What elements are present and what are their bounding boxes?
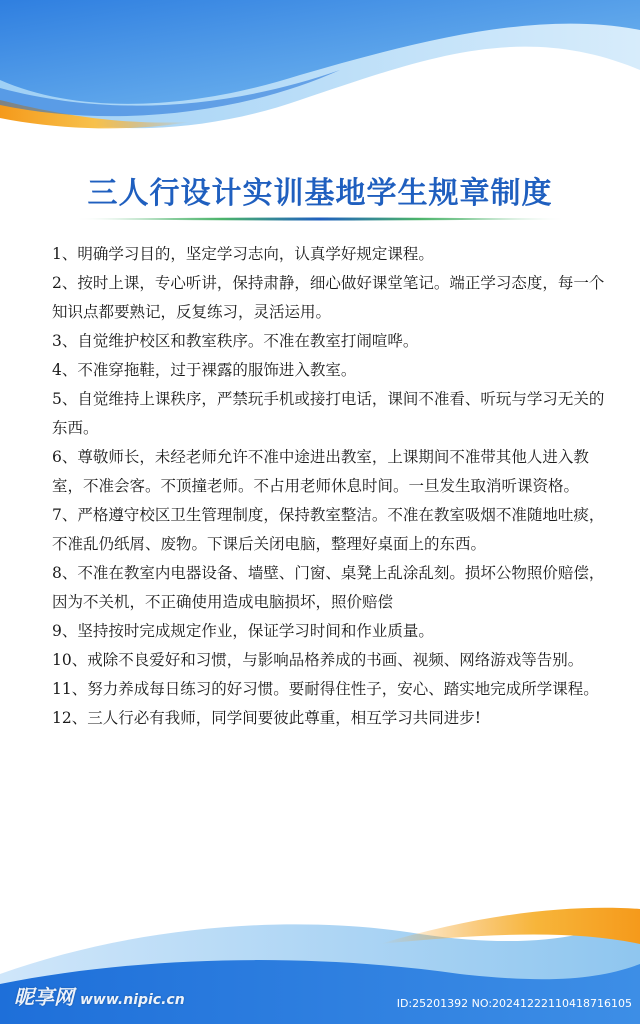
rule-item: 7、严格遵守校区卫生管理制度，保持教室整洁。不准在教室吸烟不准随地吐痰，不准乱仍纸屑、废物。下课后关闭电脑，整理好桌面上的东西。 (52, 506, 605, 553)
rule-item: 10、戒除不良爱好和习惯，与影响品格养成的书画、视频、网络游戏等告别。 (52, 651, 584, 669)
watermark-url: www.nipic.cn (80, 992, 185, 1008)
rule-item: 5、自觉维持上课秩序，严禁玩手机或接打电话，课间不准看、听玩与学习无关的东西。 (52, 390, 605, 437)
rule-item: 6、尊敬师长，未经老师允许不准中途进出教室，上课期间不准带其他人进入教室，不准会客。不顶撞老师。不占用老师休息时间。一旦发生取消听课资格。 (52, 448, 589, 495)
top-wave-decoration (0, 0, 640, 160)
rule-item: 4、不准穿拖鞋，过于裸露的服饰进入教室。 (52, 361, 357, 379)
rule-item: 12、三人行必有我师，同学间要彼此尊重，相互学习共同进步! (52, 709, 481, 727)
watermark-brand (14, 981, 185, 1010)
watermark-id: ID:25201392 NO:20241222110418716105 (396, 997, 632, 1010)
rule-item: 1、明确学习目的，坚定学习志向，认真学好规定课程。 (52, 245, 434, 263)
title-underline (75, 216, 565, 222)
rule-item: 3、自觉维护校区和教室秩序。不准在教室打闹喧哗。 (52, 332, 419, 350)
page-title: 三人行设计实训基地学生规章制度 (87, 176, 553, 211)
rules-list (52, 240, 612, 733)
rule-item: 2、按时上课，专心听讲，保持肃静，细心做好课堂笔记。端正学习态度，每一个知识点都要熟记，反复练习，灵活运用。 (52, 274, 605, 321)
watermark-brand-name: 昵享网 (14, 985, 74, 1009)
rule-item: 9、坚持按时完成规定作业，保证学习时间和作业质量。 (52, 622, 434, 640)
rule-item: 11、努力养成每日练习的好习惯。要耐得住性子，安心、踏实地完成所学课程。 (52, 680, 599, 698)
rule-item: 8、不准在教室内电器设备、墙壁、门窗、桌凳上乱涂乱刻。损坏公物照价赔偿，因为不关机，不正确使用造成电脑损坏，照价赔偿 (52, 564, 605, 611)
